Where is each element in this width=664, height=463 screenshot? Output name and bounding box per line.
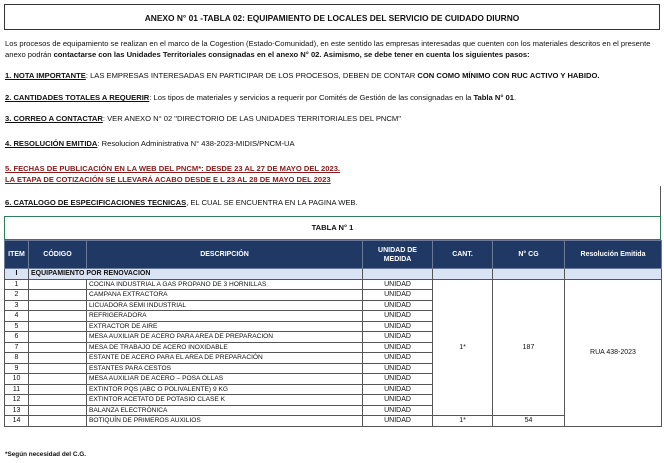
header-item: ITEM: [5, 241, 29, 269]
section-4-text: : Resolucion Administrativa N° 438-2023-MIDIS/PNCM-UA: [97, 139, 295, 148]
row-description: BOTIQUÍN DE PRIMEROS AUXILIOS: [87, 416, 363, 427]
resolucion-merged: RUA 438-2023: [565, 279, 662, 426]
row-unit: UNIDAD: [363, 374, 433, 385]
row-description: ESTANTES PARA CESTOS: [87, 363, 363, 374]
footnote: *Según necesidad del C.G.: [5, 451, 86, 458]
header-ncg: N° CG: [493, 241, 565, 269]
row-unit: UNIDAD: [363, 416, 433, 427]
row-item: 1: [5, 279, 29, 290]
section-2-bold: Tabla N° 01: [473, 93, 514, 102]
row-item: 2: [5, 290, 29, 301]
row-description: MESA DE TRABAJO DE ACERO INOXIDABLE: [87, 342, 363, 353]
row-unit: UNIDAD: [363, 300, 433, 311]
section-3: [5, 113, 401, 124]
row-description: MESA AUXILIAR DE ACERO – POSA OLLAS: [87, 374, 363, 385]
section-3-heading: 3. CORREO A CONTACTAR: [5, 114, 103, 123]
group-empty-cant: [433, 269, 493, 280]
row-codigo: [29, 290, 87, 301]
section-2-end: .: [513, 93, 517, 102]
section-6-text: , EL CUAL SE ENCUENTRA EN LA PAGINA WEB.: [186, 198, 358, 207]
row-codigo: [29, 405, 87, 416]
table-row: [5, 279, 662, 290]
row-unit: UNIDAD: [363, 384, 433, 395]
row-item: 11: [5, 384, 29, 395]
row-item: 14: [5, 416, 29, 427]
row-unit: UNIDAD: [363, 332, 433, 343]
header-unidad: UNIDAD DE MEDIDA: [363, 241, 433, 269]
row-item: 9: [5, 363, 29, 374]
row-description: BALANZA ELECTRÓNICA: [87, 405, 363, 416]
table-row: [5, 416, 662, 427]
row-codigo: [29, 416, 87, 427]
ncg-merged: 187: [493, 279, 565, 416]
group-empty-res: [565, 269, 662, 280]
row-unit: UNIDAD: [363, 279, 433, 290]
row-description: ESTANTE DE ACERO PARA EL AREA DE PREPARACIÓN: [87, 353, 363, 364]
header-descripcion: DESCRIPCIÓN: [87, 241, 363, 269]
row-codigo: [29, 311, 87, 322]
group-empty-ncg: [493, 269, 565, 280]
section-6: [5, 197, 358, 208]
row-codigo: [29, 363, 87, 374]
intro-paragraph: [5, 38, 660, 60]
document-title: ANEXO N° 01 -TABLA 02: EQUIPAMIENTO DE LOCALES DEL SERVICIO DE CUIDADO DIURNO: [4, 4, 660, 30]
row-description: CAMPANA EXTRACTORA: [87, 290, 363, 301]
row-item: 8: [5, 353, 29, 364]
equipment-table: [4, 240, 662, 427]
row-description: MESA AUXILIAR DE ACERO PARA AREA DE PREPARACION: [87, 332, 363, 343]
section-2-text: : Los tipos de materiales y servicios a requerir por Comités de Gestión de las consignadas en la: [149, 93, 474, 102]
group-item: I: [5, 269, 29, 280]
section-4: [5, 138, 295, 149]
row-item: 10: [5, 374, 29, 385]
section-2-heading: 2. CANTIDADES TOTALES A REQUERIR: [5, 93, 150, 102]
row-unit: UNIDAD: [363, 290, 433, 301]
section-4-heading: 4. RESOLUCIÓN EMITIDA: [5, 139, 98, 148]
group-row: [5, 269, 662, 280]
row-unit: UNIDAD: [363, 342, 433, 353]
cant-last: 1*: [433, 416, 493, 427]
header-codigo: CÓDIGO: [29, 241, 87, 269]
row-unit: UNIDAD: [363, 321, 433, 332]
row-unit: UNIDAD: [363, 405, 433, 416]
section-1-heading: 1. NOTA IMPORTANTE: [5, 71, 86, 80]
row-item: 4: [5, 311, 29, 322]
intro-bold: contactarse con las Unidades Territoriales consignadas en el anexo N° 02. Asimismo, se debe tener en cuenta los siguientes pasos:: [53, 50, 530, 59]
row-unit: UNIDAD: [363, 353, 433, 364]
cant-merged: 1*: [433, 279, 493, 416]
section-5-line-1: 5. FECHAS DE PUBLICACIÓN EN LA WEB DEL PNCM*: DESDE 23 AL 27 DE MAYO DEL 2023.: [5, 164, 341, 173]
section-1-text: : LAS EMPRESAS INTERESADAS EN PARTICIPAR DE LOS PROCESOS, DEBEN DE CONTAR: [85, 71, 418, 80]
row-unit: UNIDAD: [363, 395, 433, 406]
table-title: TABLA N° 1: [4, 216, 661, 240]
row-item: 5: [5, 321, 29, 332]
row-description: EXTRACTOR DE AIRE: [87, 321, 363, 332]
section-1-bold: CON COMO MÍNIMO CON RUC ACTIVO Y HABIDO.: [417, 71, 600, 80]
group-label: EQUIPAMIENTO POR RENOVACIÓN: [29, 269, 363, 280]
row-codigo: [29, 332, 87, 343]
section-5-line-2: LA ETAPA DE COTIZACIÓN SE LLEVARÁ ACABO DESDE E L 23 AL 28 DE MAYO DEL 2023: [5, 175, 331, 184]
row-codigo: [29, 374, 87, 385]
row-description: EXTINTOR ACETATO DE POTASIO CLASE K: [87, 395, 363, 406]
section-6-heading: 6. CATALOGO DE ESPECIFICACIONES TECNICAS: [5, 198, 187, 207]
row-description: LICUADORA SEMI INDUSTRIAL: [87, 300, 363, 311]
row-codigo: [29, 342, 87, 353]
section-2: [5, 92, 516, 103]
row-item: 6: [5, 332, 29, 343]
row-description: EXTINTOR PQS (ABC O POLIVALENTE) 9 KG: [87, 384, 363, 395]
row-description: COCINA INDUSTRIAL A GAS PROPANO DE 3 HORNILLAS: [87, 279, 363, 290]
row-item: 12: [5, 395, 29, 406]
section-5: [5, 163, 340, 185]
row-codigo: [29, 279, 87, 290]
table-header-row: [5, 241, 662, 269]
row-codigo: [29, 300, 87, 311]
ncg-last: 54: [493, 416, 565, 427]
section-3-text: : VER ANEXO N° 02 "DIRECTORIO DE LAS UNIDADES TERRITORIALES DEL PNCM": [102, 114, 401, 123]
group-empty-unit: [363, 269, 433, 280]
header-resolucion: Resolución Emitida: [565, 241, 662, 269]
row-description: REFRIGERADORA: [87, 311, 363, 322]
row-item: 3: [5, 300, 29, 311]
row-unit: UNIDAD: [363, 311, 433, 322]
row-codigo: [29, 353, 87, 364]
header-cant: CANT.: [433, 241, 493, 269]
intro-text: Los procesos de equipamiento se realizan en el marco de la Cogestion (Estado-Comunidad), en este sentido las empresas interesadas que cuenten con los materiales descritos en el presente anexo podrán: [5, 39, 651, 59]
row-unit: UNIDAD: [363, 363, 433, 374]
row-item: 13: [5, 405, 29, 416]
row-codigo: [29, 321, 87, 332]
section-1: [5, 70, 600, 81]
row-codigo: [29, 395, 87, 406]
row-item: 7: [5, 342, 29, 353]
row-codigo: [29, 384, 87, 395]
